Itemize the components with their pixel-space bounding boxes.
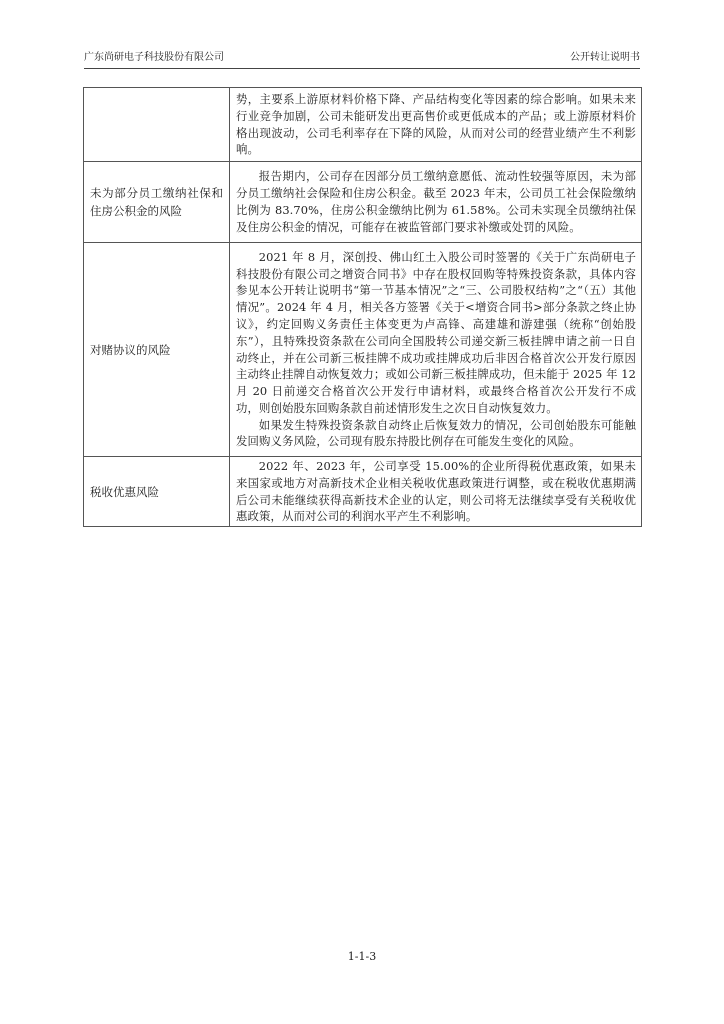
risk-table — [83, 87, 642, 527]
risk-description-cell — [230, 162, 642, 243]
risk-label-cell — [84, 88, 230, 162]
risk-description-paragraph: 2022 年、2023 年，公司享受 15.00%的企业所得税优惠政策，如果未来国家或地方对高新技术企业相关税收优惠政策进行调整，或在税收优惠期满后公司未能继续获得高新技术企业的认定，则公司将无法继续享受有关税收优惠政策，从而对公司的利润水平产生不利影响。 — [236, 459, 636, 524]
risk-label-cell: 税收优惠风险 — [84, 457, 230, 527]
risk-description-cell — [230, 88, 642, 162]
table-row — [84, 88, 642, 162]
table-row — [84, 457, 642, 527]
risk-description-cell — [230, 243, 642, 457]
risk-label-cell: 未为部分员工缴纳社保和住房公积金的风险 — [84, 162, 230, 243]
page-header — [84, 50, 640, 66]
risk-description-paragraph: 2021 年 8 月，深创投、佛山红土入股公司时签署的《关于广东尚研电子科技股份有限公司之增资合同书》中存在股权回购等特殊投资条款，具体内容参见本公开转让说明书“第一节基本情况”之“三、公司股权结构”之“（五）其他情况”。2024 年 4 月，相关各方签署《关于<增资合同书>部分条款之终止协议》，约定回购义务责任主体变更为卢高锋、高建雄和游建强（统称“创始股东”），且特殊投资条款在公司向全国股转公司递交新三板挂牌申请之前一日自动终止，并在公司新三板挂牌不成功或挂牌成功后非因合格首次公开发行原因主动终止挂牌自动恢复效力；或如公司新三板挂牌成功，但未能于 2025 年 12 月 20 日前递交合格首次公开发行申请材料，或最终合格首次公开发行不成功，则创始股东回购条款自前述情形发生之次日自动恢复效力。 — [236, 249, 636, 415]
risk-description-paragraph: 如果发生特殊投资条款自动终止后恢复效力的情况，公司创始股东可能触发回购义务风险，公司现有股东持股比例存在可能发生变化的风险。 — [236, 417, 636, 449]
risk-description-paragraph: 报告期内，公司存在因部分员工缴纳意愿低、流动性较强等原因，未为部分员工缴纳社会保险和住房公积金。截至 2023 年末，公司员工社会保险缴纳比例为 83.70%，住房公积金缴纳比例为 61.58%。公司未实现全员缴纳社保及住房公积金的情况，可能存在被监管部门要求补缴或处罚的风险。 — [236, 169, 636, 234]
header-divider — [84, 68, 640, 69]
header-company-name: 广东尚研电子科技股份有限公司 — [84, 52, 224, 63]
table-row — [84, 162, 642, 243]
risk-label-cell: 对赌协议的风险 — [84, 243, 230, 457]
page-number: 1-1-3 — [347, 950, 377, 963]
risk-description-paragraph: 势，主要系上游原材料价格下降、产品结构变化等因素的综合影响。如果未来行业竞争加剧，公司未能研发出更高售价或更低成本的产品；或上游原材料价格出现波动，公司毛利率存在下降的风险，从而对公司的经营业绩产生不利影响。 — [236, 91, 636, 157]
risk-description-cell — [230, 457, 642, 527]
table-row — [84, 243, 642, 457]
header-document-title: 公开转让说明书 — [570, 52, 640, 63]
